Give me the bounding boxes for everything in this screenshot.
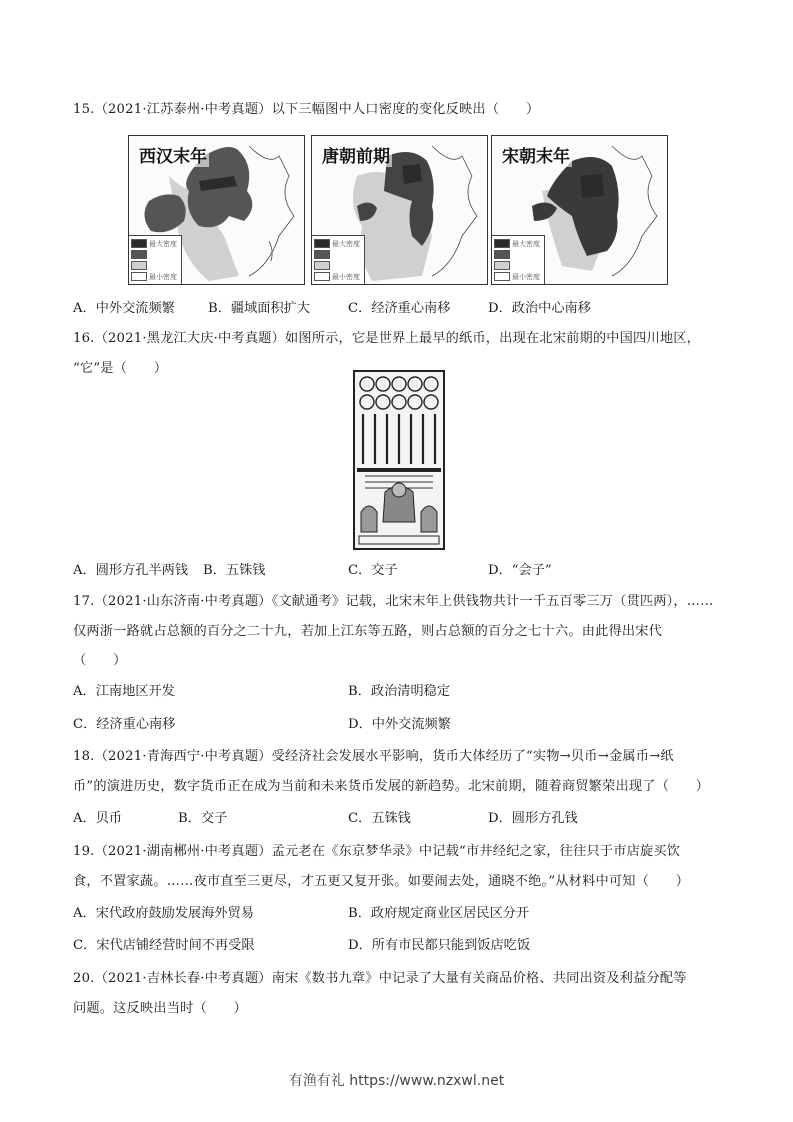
legend-max-label: 最大密度 xyxy=(512,239,540,248)
legend-min-label: 最小密度 xyxy=(149,272,177,281)
q16-option-b[interactable]: B．五铢钱 xyxy=(203,563,266,578)
q16-option-c[interactable]: C．交子 xyxy=(348,563,398,578)
q17-option-c[interactable]: C．经济重心南移 xyxy=(73,717,176,732)
question-19-stem-line2: 食，不置家蔬。……夜市直至三更尽，才五更又复开张。如要闹去处，通晓不绝。”从材料中可知（ ） xyxy=(73,874,690,889)
map-title: 西汉末年 xyxy=(137,142,209,167)
question-18-stem-line1: 18.（2021·青海西宁·中考真题）受经济社会发展水平影响，货币大体经历了“实物→贝币→金属币→纸 xyxy=(73,749,674,764)
q15-option-d[interactable]: D．政治中心南移 xyxy=(488,301,591,316)
q18-option-a[interactable]: A．贝币 xyxy=(73,811,123,826)
q19-option-b[interactable]: B．政府规定商业区居民区分开 xyxy=(348,906,530,921)
q19-option-d[interactable]: D．所有市民都只能到饭店吃饭 xyxy=(348,938,531,953)
map-legend xyxy=(129,235,182,284)
map-legend xyxy=(312,235,365,284)
q16-option-d[interactable]: D．“会子” xyxy=(488,563,552,578)
question-19-stem-line1: 19.（2021·湖南郴州·中考真题）孟元老在《东京梦华录》中记载“市井经纪之家，往往只于市店旋买饮 xyxy=(73,844,681,859)
q18-option-b[interactable]: B．交子 xyxy=(178,811,228,826)
q18-option-d[interactable]: D．圆形方孔钱 xyxy=(488,811,578,826)
q18-option-c[interactable]: C．五铢钱 xyxy=(348,811,411,826)
map-legend xyxy=(492,235,545,284)
question-17-stem-line3: （ ） xyxy=(73,653,127,668)
legend-min-label: 最小密度 xyxy=(512,272,540,281)
q17-option-d[interactable]: D．中外交流频繁 xyxy=(348,717,451,732)
legend-max-label: 最大密度 xyxy=(332,239,360,248)
question-17-stem-line1: 17.（2021·山东济南·中考真题）《文献通考》记载，北宋末年上供钱物共计一千五百零三万（贯匹两），…… xyxy=(73,594,714,609)
q15-option-a[interactable]: A．中外交流频繁 xyxy=(73,301,175,316)
q15-option-c[interactable]: C．经济重心南移 xyxy=(348,301,451,316)
banknote-graphic xyxy=(355,372,443,548)
question-16-stem-line1: 16.（2021·黑龙江大庆·中考真题）如图所示，它是世界上最早的纸币，出现在北宋前期的中国四川地区， xyxy=(73,331,700,346)
q17-option-b[interactable]: B．政治清明稳定 xyxy=(348,684,451,699)
footer-watermark: 有渔有礼 https://www.nzxwl.net xyxy=(288,1073,505,1089)
q19-option-a[interactable]: A．宋代政府鼓励发展海外贸易 xyxy=(73,906,254,921)
map-late-song xyxy=(491,135,668,285)
question-20-stem-line2: 问题。这反映出当时（ ） xyxy=(73,1001,248,1016)
legend-min-label: 最小密度 xyxy=(332,272,360,281)
map-title: 宋朝末年 xyxy=(500,142,572,167)
question-16-stem-line2: “它”是（ ） xyxy=(73,361,168,376)
jiaozi-banknote-image xyxy=(353,370,445,550)
q17-option-a[interactable]: A．江南地区开发 xyxy=(73,684,175,699)
question-18-stem-line2: 币”的演进历史，数字货币正在成为当前和未来货币发展的新趋势。北宋前期，随着商贸繁荣出现了（ ） xyxy=(73,779,710,794)
q19-option-c[interactable]: C．宋代店铺经营时间不再受限 xyxy=(73,938,255,953)
q16-option-a[interactable]: A．圆形方孔半两钱 xyxy=(73,563,189,578)
population-density-maps xyxy=(128,135,668,285)
legend-max-label: 最大密度 xyxy=(149,239,177,248)
question-17-stem-line2: 仅两浙一路就占总额的百分之二十九，若加上江东等五路，则占总额的百分之七十六。由此得出宋代 xyxy=(73,624,663,639)
question-15-stem: 15.（2021·江苏泰州·中考真题）以下三幅图中人口密度的变化反映出（ ） xyxy=(73,102,540,117)
map-western-han xyxy=(128,135,305,285)
question-20-stem-line1: 20.（2021·吉林长春·中考真题）南宋《数书九章》中记录了大量有关商品价格、共同出资及利益分配等 xyxy=(73,971,687,986)
q15-option-b[interactable]: B．疆域面积扩大 xyxy=(208,301,311,316)
map-title: 唐朝前期 xyxy=(320,142,392,167)
map-early-tang xyxy=(311,135,488,285)
